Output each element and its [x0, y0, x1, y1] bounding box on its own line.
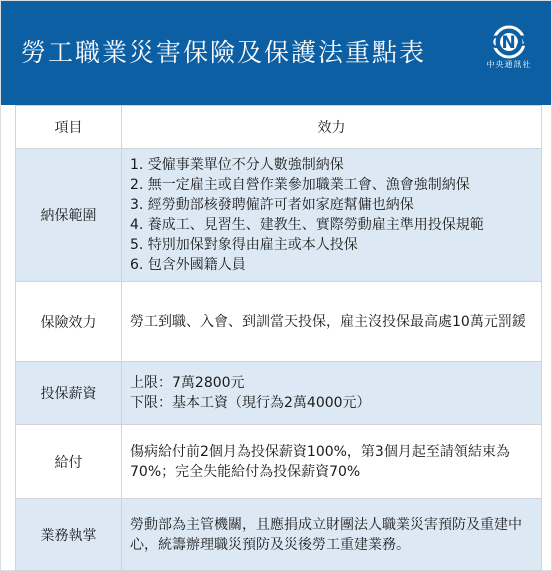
row-content [122, 149, 542, 282]
column-header-item: 項目 [16, 106, 122, 149]
logo-subtitle: 中央通訊社 [486, 60, 532, 69]
coverage-line-3: 3. 經勞動部核發聘僱許可者如家庭幫傭也納保 [130, 197, 414, 213]
coverage-line-2: 2. 無一定雇主或自營作業參加職業工會、漁會強制納保 [130, 177, 470, 193]
row-content [122, 282, 542, 362]
column-header-effect: 效力 [122, 106, 542, 149]
cna-logo [479, 25, 539, 77]
logo-text: CNA [489, 33, 529, 53]
salary-upper-line: 上限：7萬2800元 [130, 375, 245, 391]
effect-line-1: 勞工到職、入會、到訓當天投保，雇主沒投保最高處10萬元罰鍰 [130, 313, 526, 330]
table-row-insured-salary [16, 362, 542, 425]
cna-logo-mark [482, 25, 536, 59]
coverage-line-6: 6. 包含外國籍人員 [130, 257, 246, 273]
table-row-coverage [16, 149, 542, 282]
table-header-row [16, 106, 542, 149]
row-content [122, 425, 542, 499]
coverage-line-1: 1. 受僱事業單位不分人數強制納保 [130, 157, 344, 173]
row-label: 保險效力 [16, 282, 122, 362]
row-label: 投保薪資 [16, 362, 122, 425]
table-row-insurance-effect [16, 282, 542, 362]
benefits-line-1: 傷病給付前2個月為投保薪資100%，第3個月起至請領結束為70%；完全失能給付為投保薪資70% [130, 443, 510, 480]
page-title: 勞工職業災害保險及保護法重點表 [21, 38, 427, 67]
title-banner [1, 1, 551, 105]
row-content [122, 499, 542, 571]
cna-logo-icon [482, 25, 536, 59]
coverage-line-4: 4. 養成工、見習生、建教生、實際勞動雇主準用投保規範 [130, 217, 484, 233]
responsibilities-line-1: 勞動部為主管機關，且應捐成立財團法人職業災害預防及重建中心，統籌辦理職災預防及災後勞工重建業務。 [130, 516, 522, 553]
row-label: 納保範圍 [16, 149, 122, 282]
salary-lower-line: 下限：基本工資（現行為2萬4000元） [130, 395, 371, 411]
table-row-responsibilities [16, 499, 542, 571]
table-row-benefits [16, 425, 542, 499]
row-label: 業務執掌 [16, 499, 122, 571]
coverage-line-5: 5. 特別加保對象得由雇主或本人投保 [130, 237, 358, 253]
row-content [122, 362, 542, 425]
summary-table [15, 105, 542, 571]
row-label: 給付 [16, 425, 122, 499]
